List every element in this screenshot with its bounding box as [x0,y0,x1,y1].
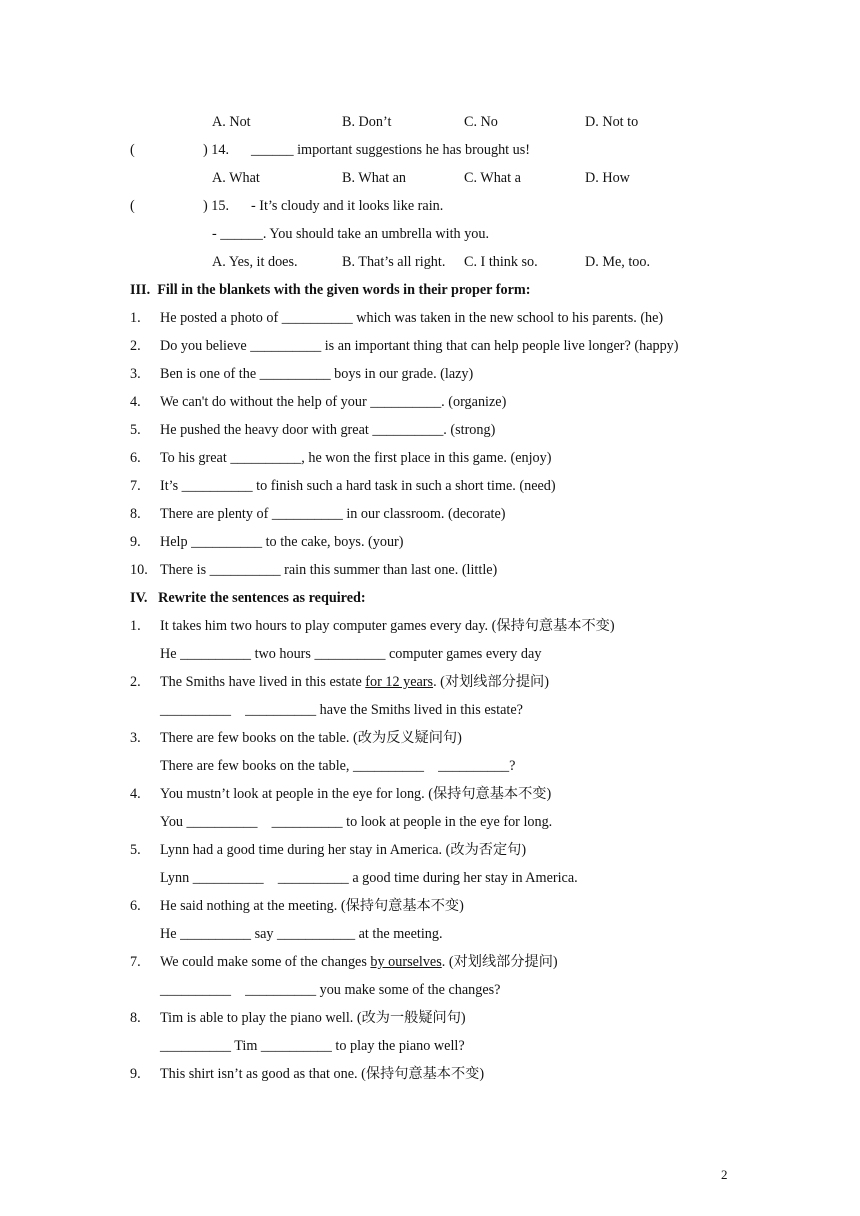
section-3-title: III. Fill in the blankets with the given words in their proper form: [130,282,531,298]
s4-item-sentence [160,675,549,689]
s3-item-number: 1. [130,310,141,326]
s3-item-text: Help __________ to the cake, boys. (your) [160,534,404,550]
s4-item-answer-line: __________ __________ you make some of the changes? [160,982,501,998]
s4-item-sentence: Tim is able to play the piano well. (改为一般疑问句) [160,1010,466,1026]
s4-item-sentence: Lynn had a good time during her stay in America. (改为否定句) [160,842,527,858]
s4-item-sentence: This shirt isn’t as good as that one. (保持句意基本不变) [160,1066,485,1082]
q15-option-b: B. That’s all right. [342,254,446,270]
sentence-text: The Smiths have lived in this estate [160,674,366,690]
s4-item-sentence: It takes him two hours to play computer games every day. (保持句意基本不变) [160,618,615,634]
instruction-text: . (对划线部分提问) [433,674,549,690]
q13-option-c: C. No [464,114,498,130]
underlined-phrase: for 12 years [365,674,434,690]
s4-item-number: 9. [130,1066,141,1082]
q14-option-c: C. What a [464,170,521,186]
s4-item-answer-line: You __________ __________ to look at people in the eye for long. [160,814,553,830]
s3-item-text: He pushed the heavy door with great __________. (strong) [160,422,496,438]
s4-item-answer-line: __________ __________ have the Smiths lived in this estate? [160,702,523,718]
q14-number: ) 14. [203,142,230,158]
s4-item-number: 2. [130,674,141,690]
s3-item-text: It’s __________ to finish such a hard task in such a short time. (need) [160,478,556,494]
s3-item-number: 6. [130,450,141,466]
s4-item-number: 8. [130,1010,141,1026]
q13-option-b: B. Don’t [342,114,392,130]
q15-option-d: D. Me, too. [585,254,651,270]
s3-item-text: Ben is one of the __________ boys in our grade. (lazy) [160,366,474,382]
s4-item-answer-line: __________ Tim __________ to play the piano well? [160,1038,465,1054]
q13-option-d: D. Not to [585,114,639,130]
q15-number: ) 15. [203,198,230,214]
s4-item-answer-line: He __________ two hours __________ computer games every day [160,646,542,662]
s3-item-number: 2. [130,338,141,354]
section-4-title: IV. Rewrite the sentences as required: [130,590,366,606]
s4-item-sentence [160,955,558,969]
s3-item-number: 10. [130,562,148,578]
q15-option-c: C. I think so. [464,254,538,270]
sentence-text: We could make some of the changes [160,954,371,970]
s3-item-text: We can't do without the help of your __________. (organize) [160,394,507,410]
s4-item-answer-line: He __________ say ___________ at the meeting. [160,926,443,942]
q14-option-a: A. What [212,170,260,186]
s4-item-sentence: There are few books on the table. (改为反义疑问句) [160,730,462,746]
q14-paren: ( [130,142,135,158]
s4-item-number: 3. [130,730,141,746]
q13-option-a: A. Not [212,114,251,130]
q15-option-a: A. Yes, it does. [212,254,298,270]
s3-item-text: He posted a photo of __________ which was taken in the new school to his parents. (he) [160,310,664,326]
s4-item-number: 1. [130,618,141,634]
s4-item-number: 6. [130,898,141,914]
underlined-phrase: by ourselves [370,954,442,970]
s3-item-number: 3. [130,366,141,382]
instruction-text: . (对划线部分提问) [441,954,558,970]
page-number: 2 [721,1167,728,1182]
s4-item-answer-line: There are few books on the table, __________ __________? [160,758,516,774]
s4-item-sentence: You mustn’t look at people in the eye for long. (保持句意基本不变) [160,786,552,802]
s3-item-number: 8. [130,506,141,522]
s3-item-number: 9. [130,534,141,550]
s3-item-number: 4. [130,394,141,410]
s3-item-text: To his great __________, he won the first place in this game. (enjoy) [160,450,552,466]
q14-option-b: B. What an [342,170,406,186]
s3-item-number: 7. [130,478,141,494]
s3-item-number: 5. [130,422,141,438]
s4-item-number: 7. [130,954,141,970]
q15-reply: - ______. You should take an umbrella with you. [212,226,490,242]
q14-question: ______ important suggestions he has brought us! [251,142,530,158]
s3-item-text: There are plenty of __________ in our classroom. (decorate) [160,506,506,522]
q15-question: - It’s cloudy and it looks like rain. [251,198,444,214]
q15-paren: ( [130,198,135,214]
s4-item-sentence: He said nothing at the meeting. (保持句意基本不变) [160,898,464,914]
s4-item-number: 4. [130,786,141,802]
q14-option-d: D. How [585,170,630,186]
s4-item-answer-line: Lynn __________ __________ a good time during her stay in America. [160,870,578,886]
s4-item-number: 5. [130,842,141,858]
s3-item-text: Do you believe __________ is an important thing that can help people live longer? (happy) [160,338,679,354]
s3-item-text: There is __________ rain this summer than last one. (little) [160,562,498,578]
